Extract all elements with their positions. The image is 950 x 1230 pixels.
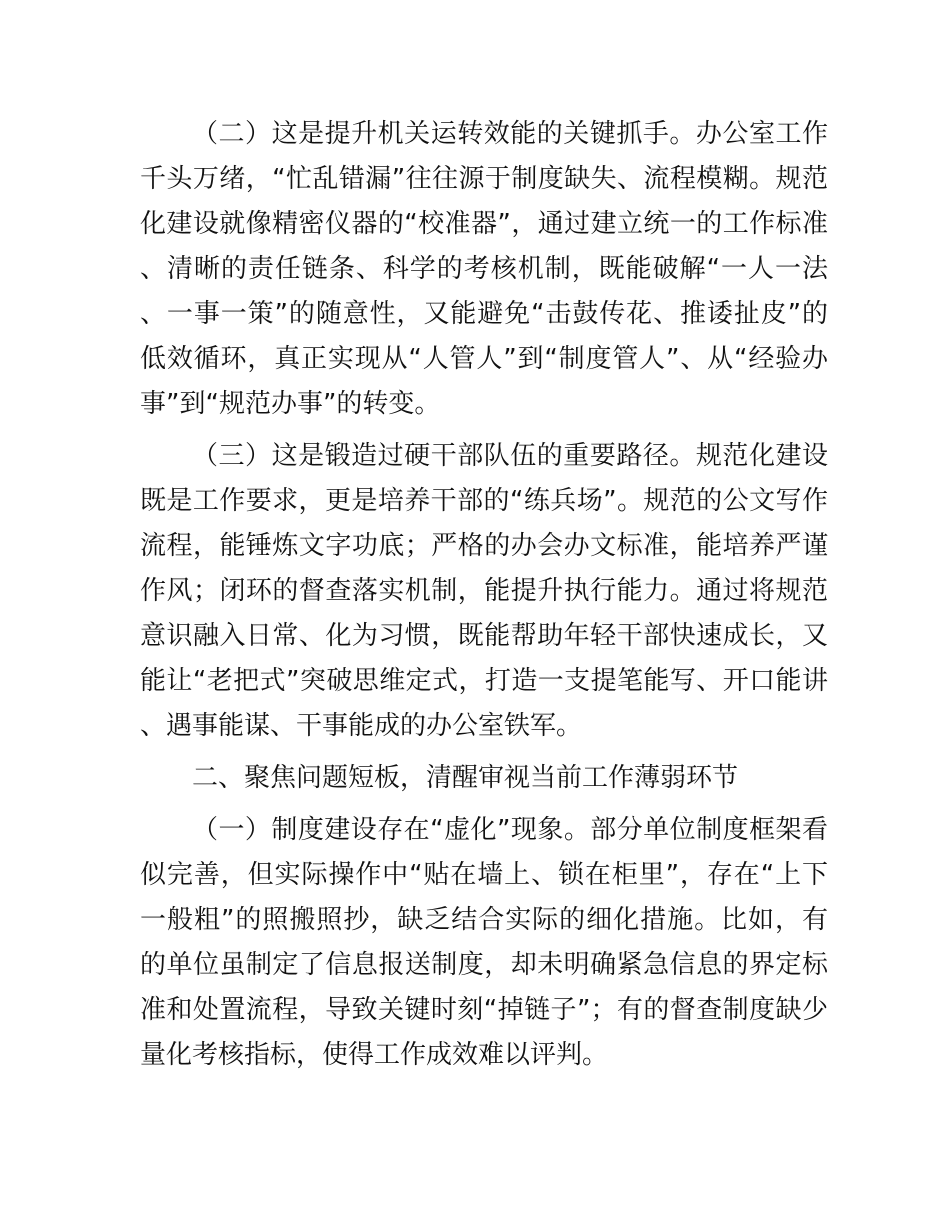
section-heading: 二、聚焦问题短板，清醒审视当前工作薄弱环节	[192, 763, 739, 793]
paragraph-efficiency: （二）这是提升机关运转效能的关键抓手。办公室工作千头万绪，“忙乱错漏”往往源于制度缺失、流程模糊。规范化建设就像精密仪器的“校准器”，通过建立统一的工作标准、清晰的责任链条、科学的考核机制，既能破解“一人一法、一事一策”的随意性，又能避免“击鼓传花、推诿扯皮”的低效循环，真正实现从“人管人”到“制度管人”、从“经验办事”到“规范办事”的转变。	[140, 119, 828, 419]
paragraph-system-construction: （一）制度建设存在“虚化”现象。部分单位制度框架看似完善，但实际操作中“贴在墙上、锁在柜里”，存在“上下一般粗”的照搬照抄，缺乏结合实际的细化措施。比如，有的单位虽制定了信息报送制度，却未明确紧急信息的界定标准和处置流程，导致关键时刻“掉链子”；有的督查制度缺少量化考核指标，使得工作成效难以评判。	[140, 815, 828, 1070]
paragraph-cadre-training: （三）这是锻造过硬干部队伍的重要路径。规范化建设既是工作要求，更是培养干部的“练兵场”。规范的公文写作流程，能锤炼文字功底；严格的办会办文标准，能培养严谨作风；闭环的督查落实机制，能提升执行能力。通过将规范意识融入日常、化为习惯，既能帮助年轻干部快速成长，又能让“老把式”突破思维定式，打造一支提笔能写、开口能讲、遇事能谋、干事能成的办公室铁军。	[140, 441, 828, 741]
document-body	[140, 112, 828, 1085]
